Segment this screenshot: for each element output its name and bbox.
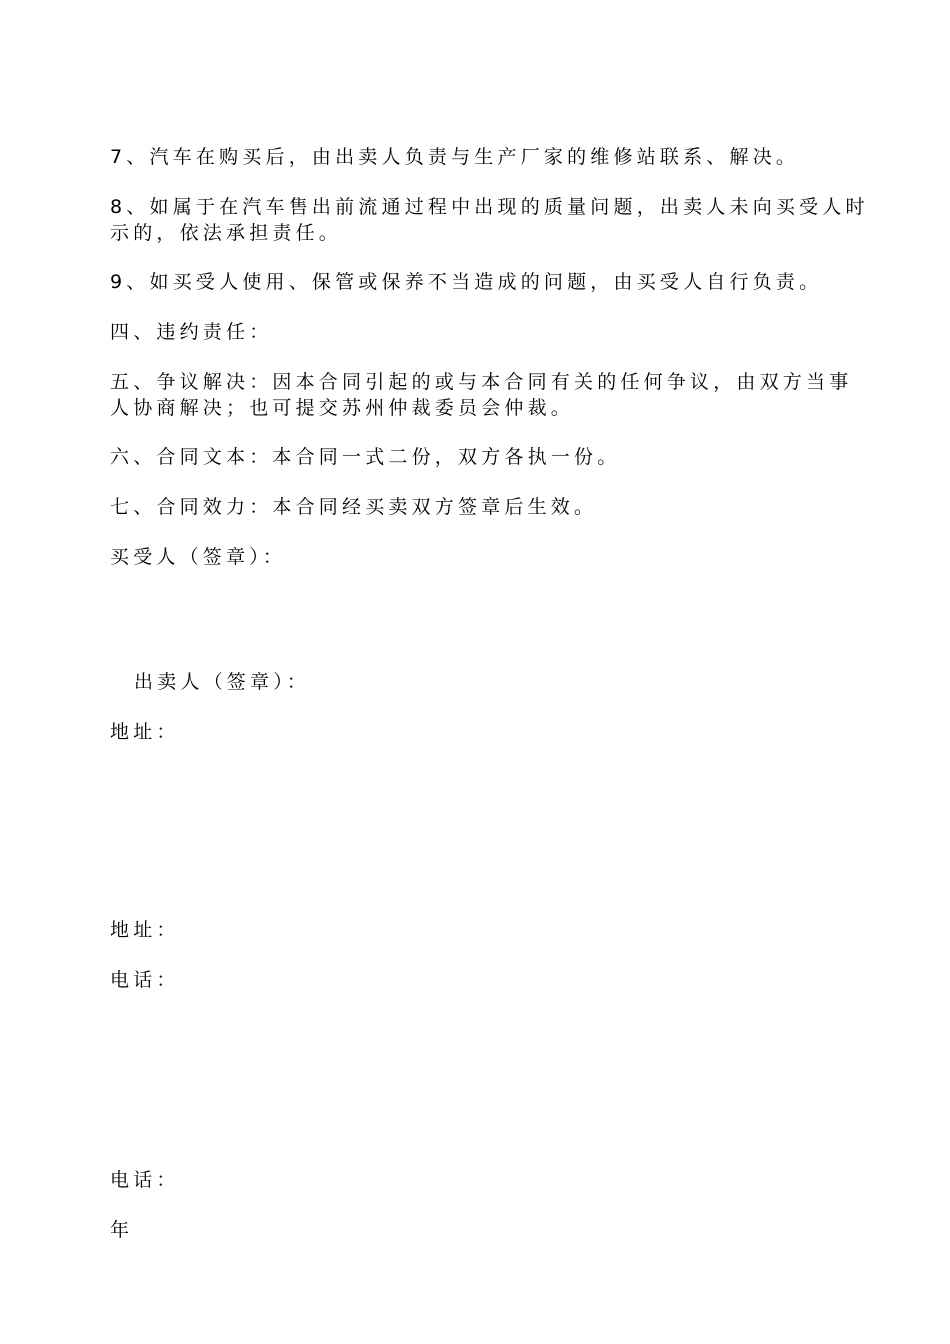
- clause-9: 9、如买受人使用、保管或保养不当造成的问题，由买受人自行负责。: [110, 271, 823, 293]
- section-dispute-line-2: 人协商解决；也可提交苏州仲裁委员会仲裁。: [110, 397, 575, 419]
- buyer-signature-label: 买受人（签章）：: [110, 546, 287, 568]
- section-dispute-line-1: 五、争议解决：因本合同引起的或与本合同有关的任何争议，由双方当事: [110, 371, 853, 393]
- clause-7: 7、汽车在购买后，由出卖人负责与生产厂家的维修站联系、解决。: [110, 146, 800, 168]
- date-year-label: 年: [110, 1219, 134, 1241]
- buyer-phone-label: 电话：: [110, 969, 180, 991]
- section-breach-liability: 四、违约责任：: [110, 321, 273, 343]
- section-contract-copies: 六、合同文本：本合同一式二份，双方各执一份。: [110, 446, 621, 468]
- seller-address-label: 地址：: [110, 919, 180, 941]
- buyer-address-label: 地址：: [110, 721, 180, 743]
- seller-phone-label: 电话：: [110, 1169, 180, 1191]
- seller-signature-label: 出卖人（签章）：: [134, 671, 311, 693]
- clause-8-line-1: 8、如属于在汽车售出前流通过程中出现的质量问题，出卖人未向买受人时: [110, 196, 869, 218]
- clause-8-line-2: 示的，依法承担责任。: [110, 222, 343, 244]
- section-contract-effect: 七、合同效力：本合同经买卖双方签章后生效。: [110, 496, 598, 518]
